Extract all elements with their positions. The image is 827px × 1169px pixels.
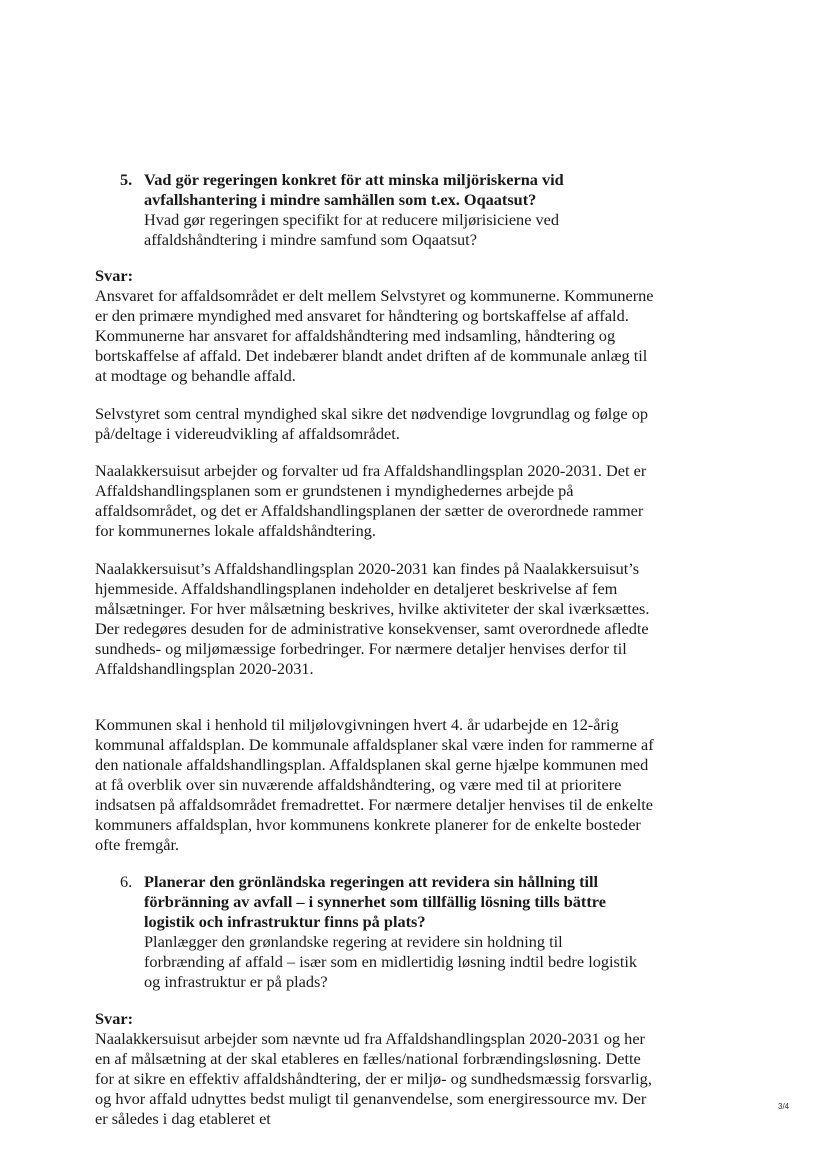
question-6-number: 6. bbox=[120, 872, 133, 891]
question-5-danish: Hvad gør regeringen specifikt for at reducere miljørisiciene ved affaldshåndtering i mindre samfund som Oqaatsut? bbox=[144, 210, 559, 249]
question-6-danish: Planlægger den grønlandske regering at revidere sin holdning til forbrænding af affald – især som en midlertidig løsning indtil bedre logistik og infrastruktur er på plads? bbox=[144, 932, 638, 991]
answer-5-paragraph: Kommunen skal i henhold til miljølovgivningen hvert 4. år udarbejde en 12-årig kommunal affaldsplan. De kommunale affaldsplaner skal være inden for rammerne af den nationale affaldshandlingsplan. Affaldsplanen skal gerne hjælpe kommunen med at få overblik over sin nuværende affaldshåndtering, og være med til at prioritere indsatsen på affaldsområdet fremadrettet. For nærmere detaljer henvises til de enkelte kommuners affaldsplan, hvor kommunens konkrete planerer for de enkelte bosteder ofte fremgår. bbox=[95, 715, 654, 854]
answer-5-paragraph: Naalakkersuisut arbejder og forvalter ud fra Affaldshandlingsplan 2020-2031. Det er Affaldshandlingsplanen som er grundstenen i myndighedernes arbejde på affaldsområdet, og det er Affaldshandlingsplanen der sætter de overordnede rammer for kommunernes lokale affaldshåndtering. bbox=[95, 461, 647, 540]
question-6 bbox=[120, 872, 640, 992]
answer-5-label: Svar: bbox=[95, 266, 133, 285]
answer-5-paragraph: Naalakkersuisut’s Affaldshandlingsplan 2020-2031 kan findes på Naalakkersuisut’s hjemmeside. Affaldshandlingsplanen indeholder en detaljeret beskrivelse af fem målsætninger. For hver målsætning beskrives, hvilke aktiviteter der skal iværksættes. Der redegøres desuden for de administrative konsekvenser, samt overordnede afledte sundheds- og miljømæssige forbedringer. For nærmere detaljer henvises derfor til Affaldshandlingsplan 2020-2031. bbox=[95, 559, 650, 678]
answer-5-paragraph: Selvstyret som central myndighed skal sikre det nødvendige lovgrundlag og følge op på/deltage i videreudvikling af affaldsområdet. bbox=[95, 404, 648, 443]
question-5-number: 5. bbox=[120, 170, 133, 189]
question-6-swedish: Planerar den grönländska regeringen att revidera sin hållning till förbränning av avfall – i synnerhet som tillfällig lösning tills bättre logistik och infrastruktur finns på plats? bbox=[144, 872, 606, 931]
answer-6-paragraph: Naalakkersuisut arbejder som nævnte ud fra Affaldshandlingsplan 2020-2031 og her en af målsætning at der skal etableres en fælles/national forbrændingsløsning. Dette for at sikre en effektiv affaldshåndtering, der er miljø- og sundhedsmæssig forsvarlig, og hvor affald udnyttes bedst muligt til genanvendelse, som energiressource mv. Der er således i dag etableret et bbox=[95, 1029, 652, 1128]
answer-6-label: Svar: bbox=[95, 1009, 133, 1028]
page-number: 3/4 bbox=[778, 1102, 790, 1111]
question-5-swedish: Vad gör regeringen konkret för att minska miljöriskerna vid avfallshantering i mindre samhällen som t.ex. Oqaatsut? bbox=[144, 170, 564, 209]
question-5 bbox=[120, 170, 660, 250]
answer-5-paragraph: Ansvaret for affaldsområdet er delt mellem Selvstyret og kommunerne. Kommunerne er den primære myndighed med ansvaret for håndtering og bortskaffelse af affald. Kommunerne har ansvaret for affaldshåndtering med indsamling, håndtering og bortskaffelse af affald. Det indebærer blandt andet driften af de kommunale anlæg til at modtage og behandle affald. bbox=[95, 286, 654, 385]
